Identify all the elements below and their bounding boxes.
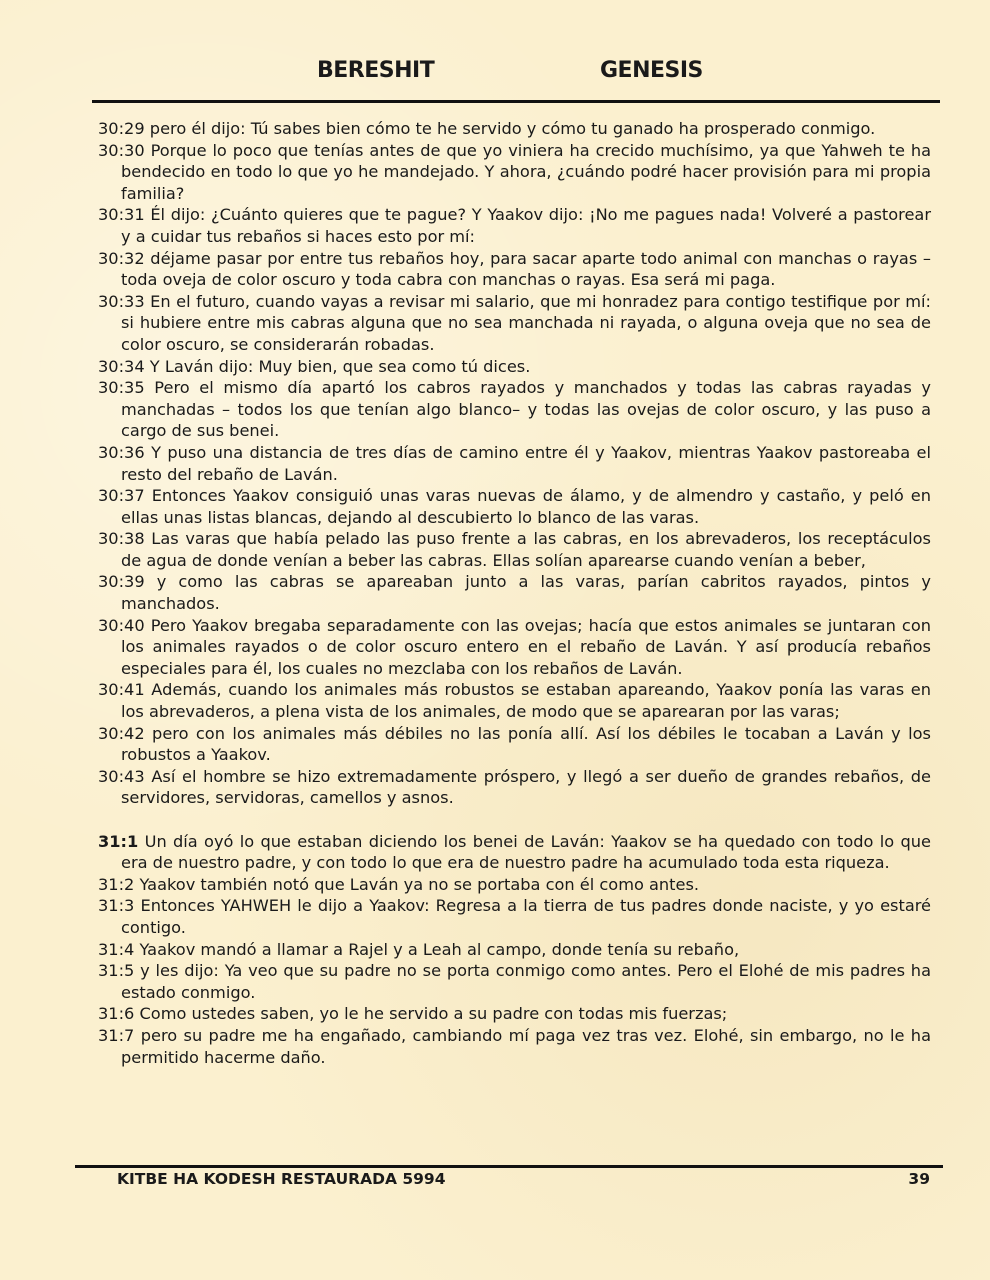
verse-ref: 30:41 [98, 680, 145, 700]
verse-text: Pero el mismo día apartó los cabros rayados y manchados y todas las cabras rayadas y manchadas – todos los que tenían algo blanco– y todas las ovejas de color oscuro, y las puso a cargo de sus benei. [121, 378, 931, 441]
verse-ref: 30:33 [98, 291, 145, 311]
verse-ref: 30:43 [98, 766, 145, 786]
verse-text: En el futuro, cuando vayas a revisar mi salario, que mi honradez para contigo testifique por mí: si hubiere entre mis cabras alguna que no sea manchada ni rayada, o alguna oveja que no sea de color oscuro, se considerarán robadas. [121, 291, 931, 354]
verse [98, 1003, 931, 1025]
verse-text: Además, cuando los animales más robustos se estaban apareando, Yaakov ponía las varas en los abrevaderos, a plena vista de los animales, de modo que se aparearan por las varas; [121, 680, 931, 722]
footer-rule [75, 1165, 943, 1168]
page-footer [0, 1170, 990, 1194]
verse-text: Porque lo poco que tenías antes de que yo viniera ha crecido muchísimo, ya que Yahweh te ha bendecido en todo lo que yo he mandejado. Y ahora, ¿cuándo podré hacer provisión para mi propia familia? [121, 140, 931, 203]
verse-ref: 30:34 [98, 356, 145, 376]
verse-text: Y puso una distancia de tres días de camino entre él y Yaakov, mientras Yaakov pastoreaba el resto del rebaño de Laván. [121, 442, 931, 484]
verse [98, 723, 931, 766]
verse-text: y como las cabras se apareaban junto a las varas, parían cabritos rayados, pintos y manchados. [121, 572, 931, 614]
verse [98, 1025, 931, 1068]
verse-ref: 30:42 [98, 723, 145, 743]
header-book-hebrew: BERESHIT [317, 58, 435, 83]
verse-text: Yaakov también notó que Laván ya no se portaba con él como antes. [134, 874, 700, 894]
verse-text: Un día oyó lo que estaban diciendo los benei de Laván: Yaakov se ha quedado con todo lo que era de nuestro padre, y con todo lo que era de nuestro padre ha acumulado toda esta riqueza. [121, 831, 931, 873]
chapter-30-verses [98, 118, 931, 809]
verse [98, 442, 931, 485]
verse-ref: 30:38 [98, 529, 145, 549]
verse-ref: 31:4 [98, 939, 135, 959]
verse-text: Entonces Yaakov consiguió unas varas nuevas de álamo, y de almendro y castaño, y peló en ellas unas listas blancas, dejando al descubierto lo blanco de las varas. [121, 486, 931, 527]
verse-ref: 30:30 [98, 140, 145, 160]
verse-ref: 30:31 [98, 205, 145, 225]
verse [98, 485, 931, 528]
verse-ref: 30:40 [98, 615, 145, 635]
verse-ref: 30:36 [98, 442, 145, 462]
scripture-body [98, 118, 931, 1068]
verse-text: Él dijo: ¿Cuánto quieres que te pague? Y Yaakov dijo: ¡No me pagues nada! Volveré a pastorear y a cuidar tus rebaños si haces esto por mí: [121, 205, 931, 246]
verse [98, 766, 931, 809]
verse-ref: 30:39 [98, 572, 145, 592]
header-rule [92, 100, 940, 103]
verse [98, 204, 931, 247]
verse-text: Como ustedes saben, yo le he servido a su padre con todas mis fuerzas; [134, 1004, 728, 1024]
verse [98, 679, 931, 722]
chapter-start-ref: 31:1 [98, 831, 139, 851]
verse [98, 248, 931, 291]
verse-text: y les dijo: Ya veo que su padre no se porta conmigo como antes. Pero el Elohé de mis padres ha estado conmigo. [121, 961, 931, 1002]
verse-text: déjame pasar por entre tus rebaños hoy, para sacar aparte todo animal con manchas o rayas –toda oveja de color oscuro y toda cabra con manchas o rayas. Esa será mi paga. [121, 248, 931, 290]
verse-ref: 31:5 [98, 961, 135, 981]
page-number: 39 [908, 1170, 930, 1188]
verse-text: Las varas que había pelado las puso frente a las cabras, en los abrevaderos, los receptáculos de agua de donde venían a beber las cabras. Ellas solían aparearse cuando venían a beber, [121, 529, 931, 570]
verse-text: Pero Yaakov bregaba separadamente con las ovejas; hacía que estos animales se juntaran con los animales rayados o de color oscuro entero en el rebaño de Laván. Y así producía rebaños especiales para él, los cuales no mezclaba con los rebaños de Laván. [121, 615, 931, 678]
chapter-31-verses [98, 831, 931, 1069]
verse-ref: 30:37 [98, 486, 145, 506]
verse [98, 528, 931, 571]
verse-ref: 30:35 [98, 378, 145, 398]
verse-ref: 31:3 [98, 896, 135, 916]
verse [98, 831, 931, 874]
verse [98, 895, 931, 938]
header-book-latin: GENESIS [600, 58, 703, 83]
page-header [0, 58, 990, 90]
verse [98, 118, 931, 140]
verse [98, 291, 931, 356]
verse-ref: 31:6 [98, 1004, 135, 1024]
verse [98, 939, 931, 961]
verse-text: pero su padre me ha engañado, cambiando mí paga vez tras vez. Elohé, sin embargo, no le ha permitido hacerme daño. [121, 1025, 931, 1067]
verse-ref: 30:32 [98, 248, 145, 268]
verse [98, 377, 931, 442]
verse-text: Así el hombre se hizo extremadamente próspero, y llegó a ser dueño de grandes rebaños, de servidores, servidoras, camellos y asnos. [121, 766, 931, 808]
verse-text: Entonces YAHWEH le dijo a Yaakov: Regresa a la tierra de tus padres donde naciste, y yo estaré contigo. [121, 896, 931, 937]
verse [98, 874, 931, 896]
verse-text: pero él dijo: Tú sabes bien cómo te he servido y cómo tu ganado ha prosperado conmigo. [144, 119, 876, 138]
footer-title: KITBE HA KODESH RESTAURADA 5994 [117, 1170, 446, 1188]
verse [98, 571, 931, 614]
verse [98, 356, 931, 378]
verse-text: pero con los animales más débiles no las ponía allí. Así los débiles le tocaban a Laván y los robustos a Yaakov. [121, 723, 931, 765]
verse [98, 960, 931, 1003]
verse-ref: 30:29 [98, 119, 145, 138]
verse-text: Yaakov mandó a llamar a Rajel y a Leah al campo, donde tenía su rebaño, [134, 939, 740, 959]
verse [98, 140, 931, 205]
chapter-gap [98, 809, 931, 831]
verse-ref: 31:7 [98, 1025, 135, 1045]
verse-ref: 31:2 [98, 874, 135, 894]
verse-text: Y Laván dijo: Muy bien, que sea como tú dices. [144, 356, 531, 376]
verse [98, 615, 931, 680]
